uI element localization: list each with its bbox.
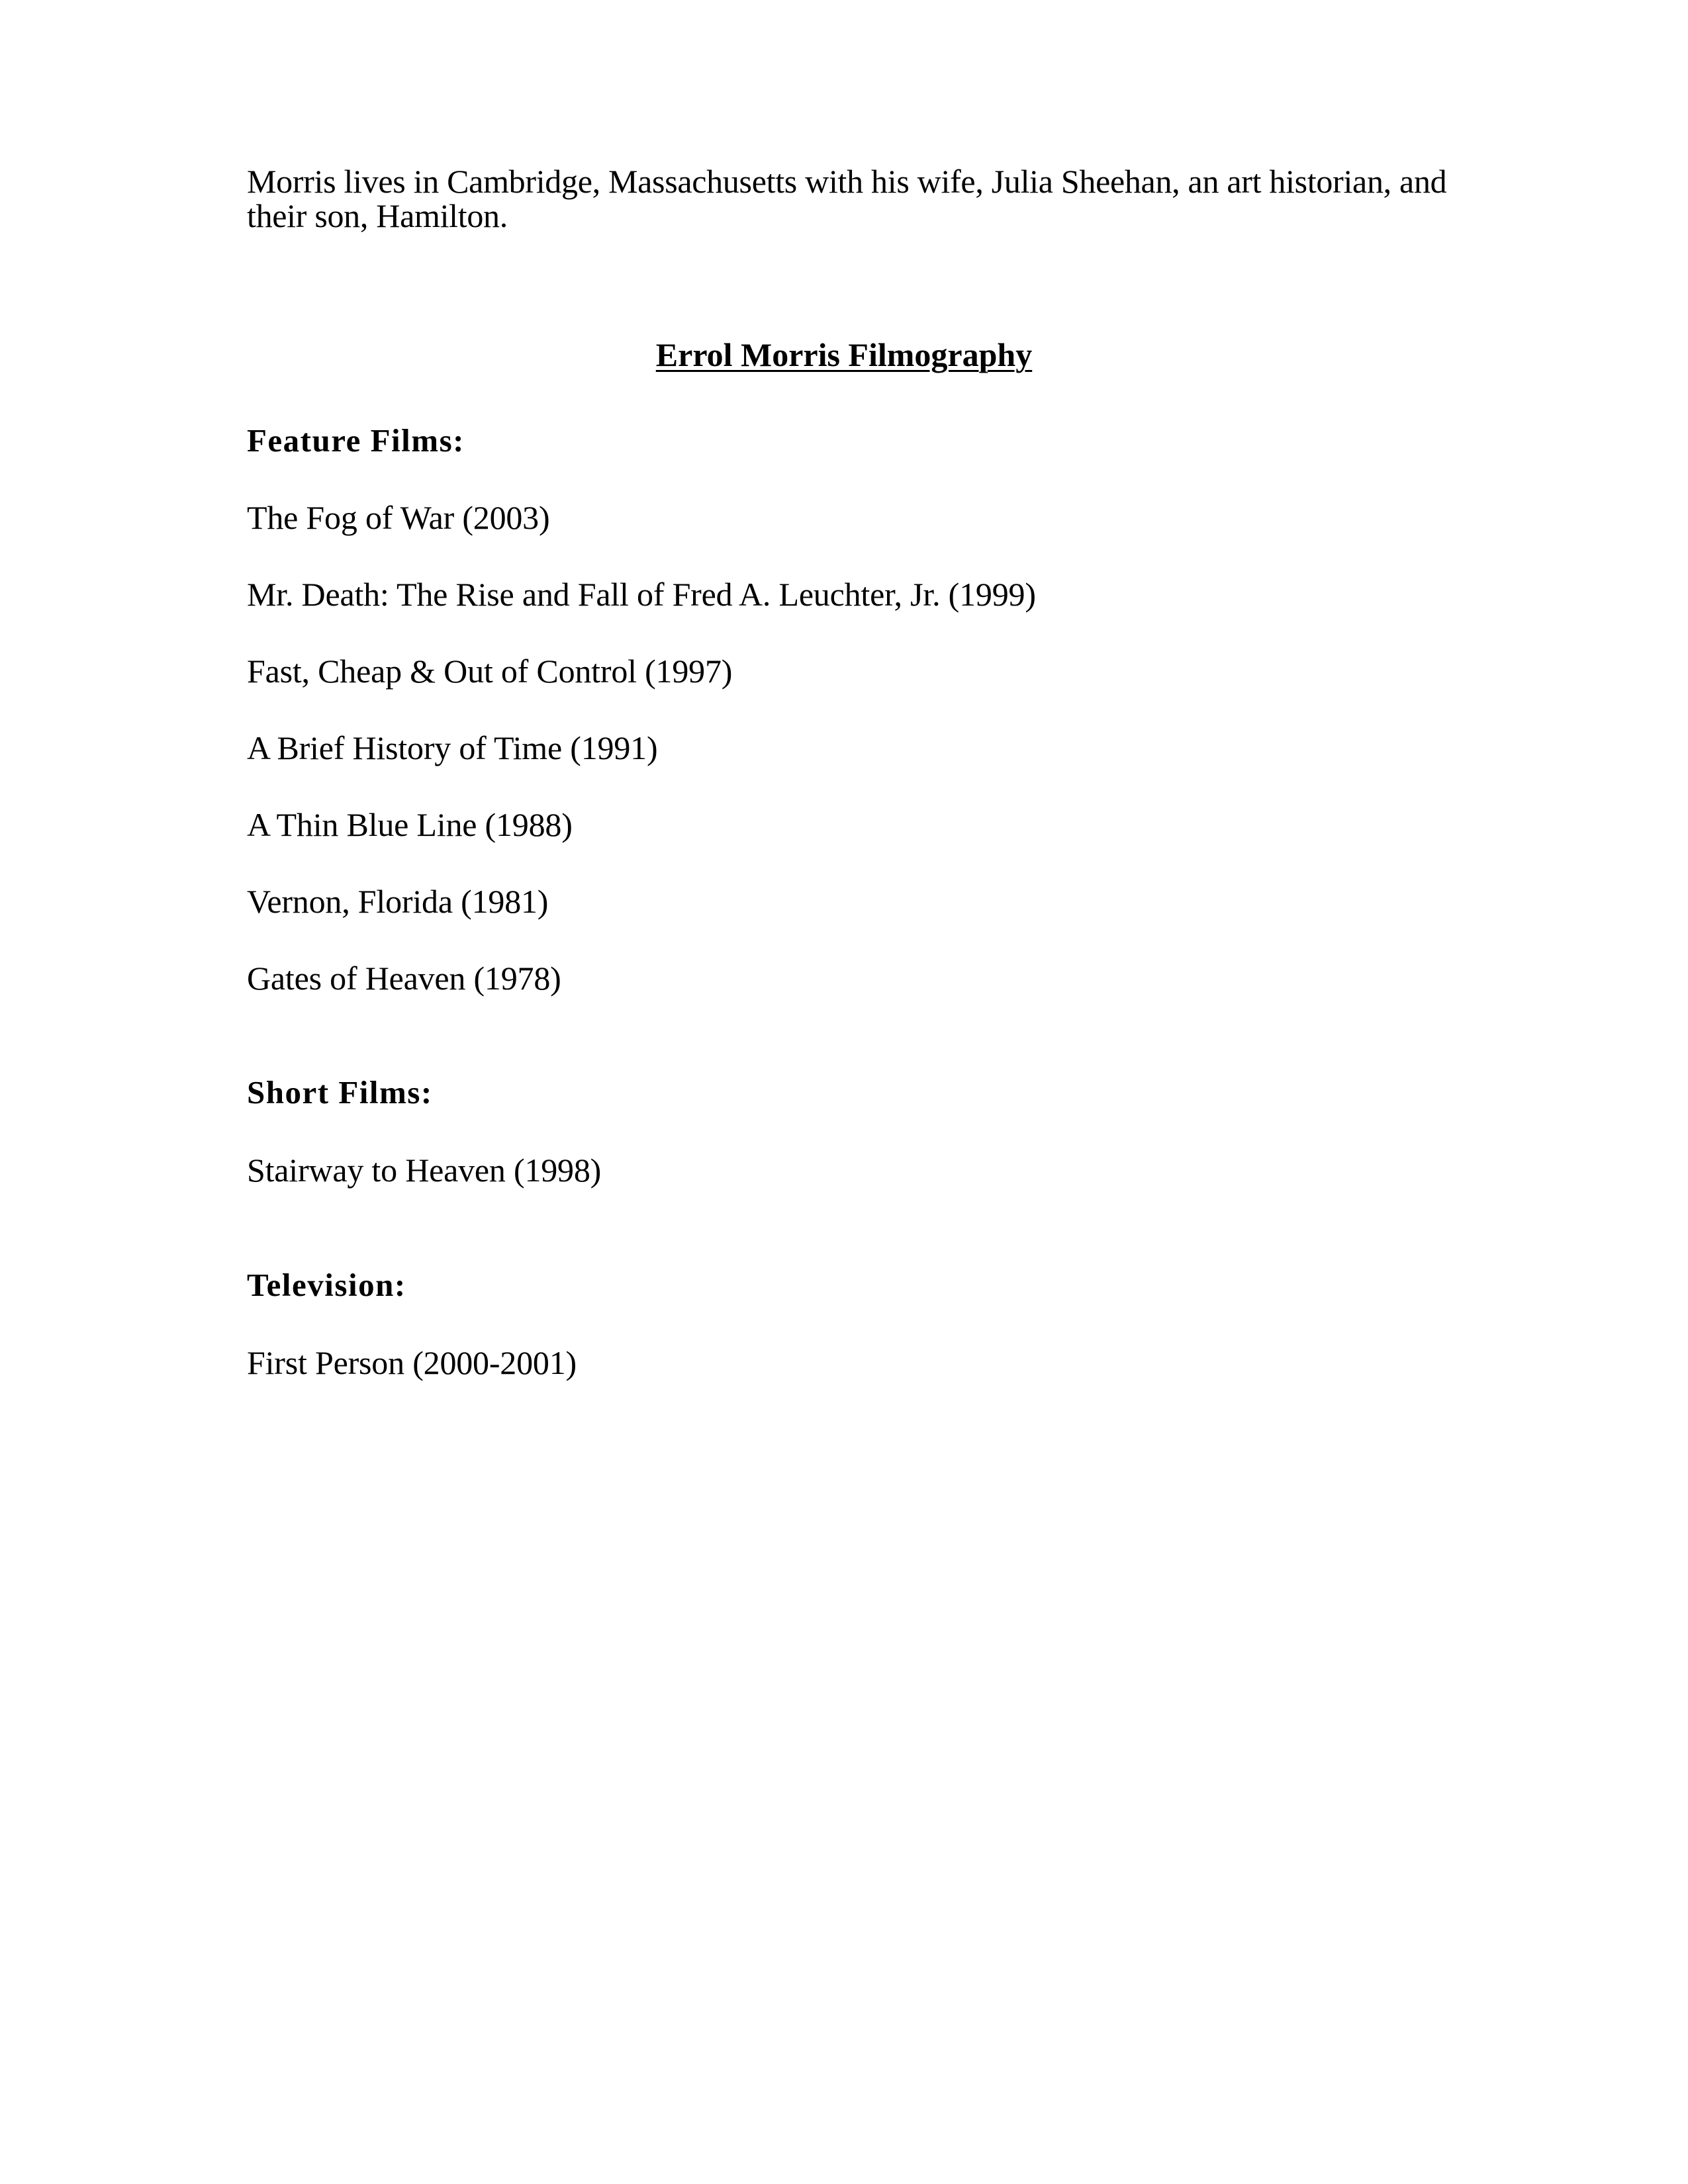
feature-film-item: A Brief History of Time (1991) bbox=[247, 729, 658, 766]
intro-line-2: their son, Hamilton. bbox=[247, 197, 508, 234]
intro-line-1: Morris lives in Cambridge, Massachusetts with his wife, Julia Sheehan, an art historian, and bbox=[247, 163, 1447, 200]
television-heading: Television: bbox=[247, 1267, 406, 1303]
document-title: Errol Morris Filmography bbox=[655, 336, 1033, 373]
television-item: First Person (2000-2001) bbox=[247, 1344, 577, 1381]
short-film-item: Stairway to Heaven (1998) bbox=[247, 1152, 602, 1189]
feature-film-item: Fast, Cheap & Out of Control (1997) bbox=[247, 653, 733, 690]
feature-film-item: Vernon, Florida (1981) bbox=[247, 883, 549, 920]
feature-film-item: Mr. Death: The Rise and Fall of Fred A. Leuchter, Jr. (1999) bbox=[247, 576, 1036, 613]
feature-films-heading: Feature Films: bbox=[247, 422, 465, 459]
feature-film-item: Gates of Heaven (1978) bbox=[247, 960, 561, 997]
feature-film-item: A Thin Blue Line (1988) bbox=[247, 806, 573, 843]
intro-paragraph bbox=[247, 164, 1452, 233]
short-films-heading: Short Films: bbox=[247, 1074, 433, 1111]
feature-film-item: The Fog of War (2003) bbox=[247, 499, 550, 536]
